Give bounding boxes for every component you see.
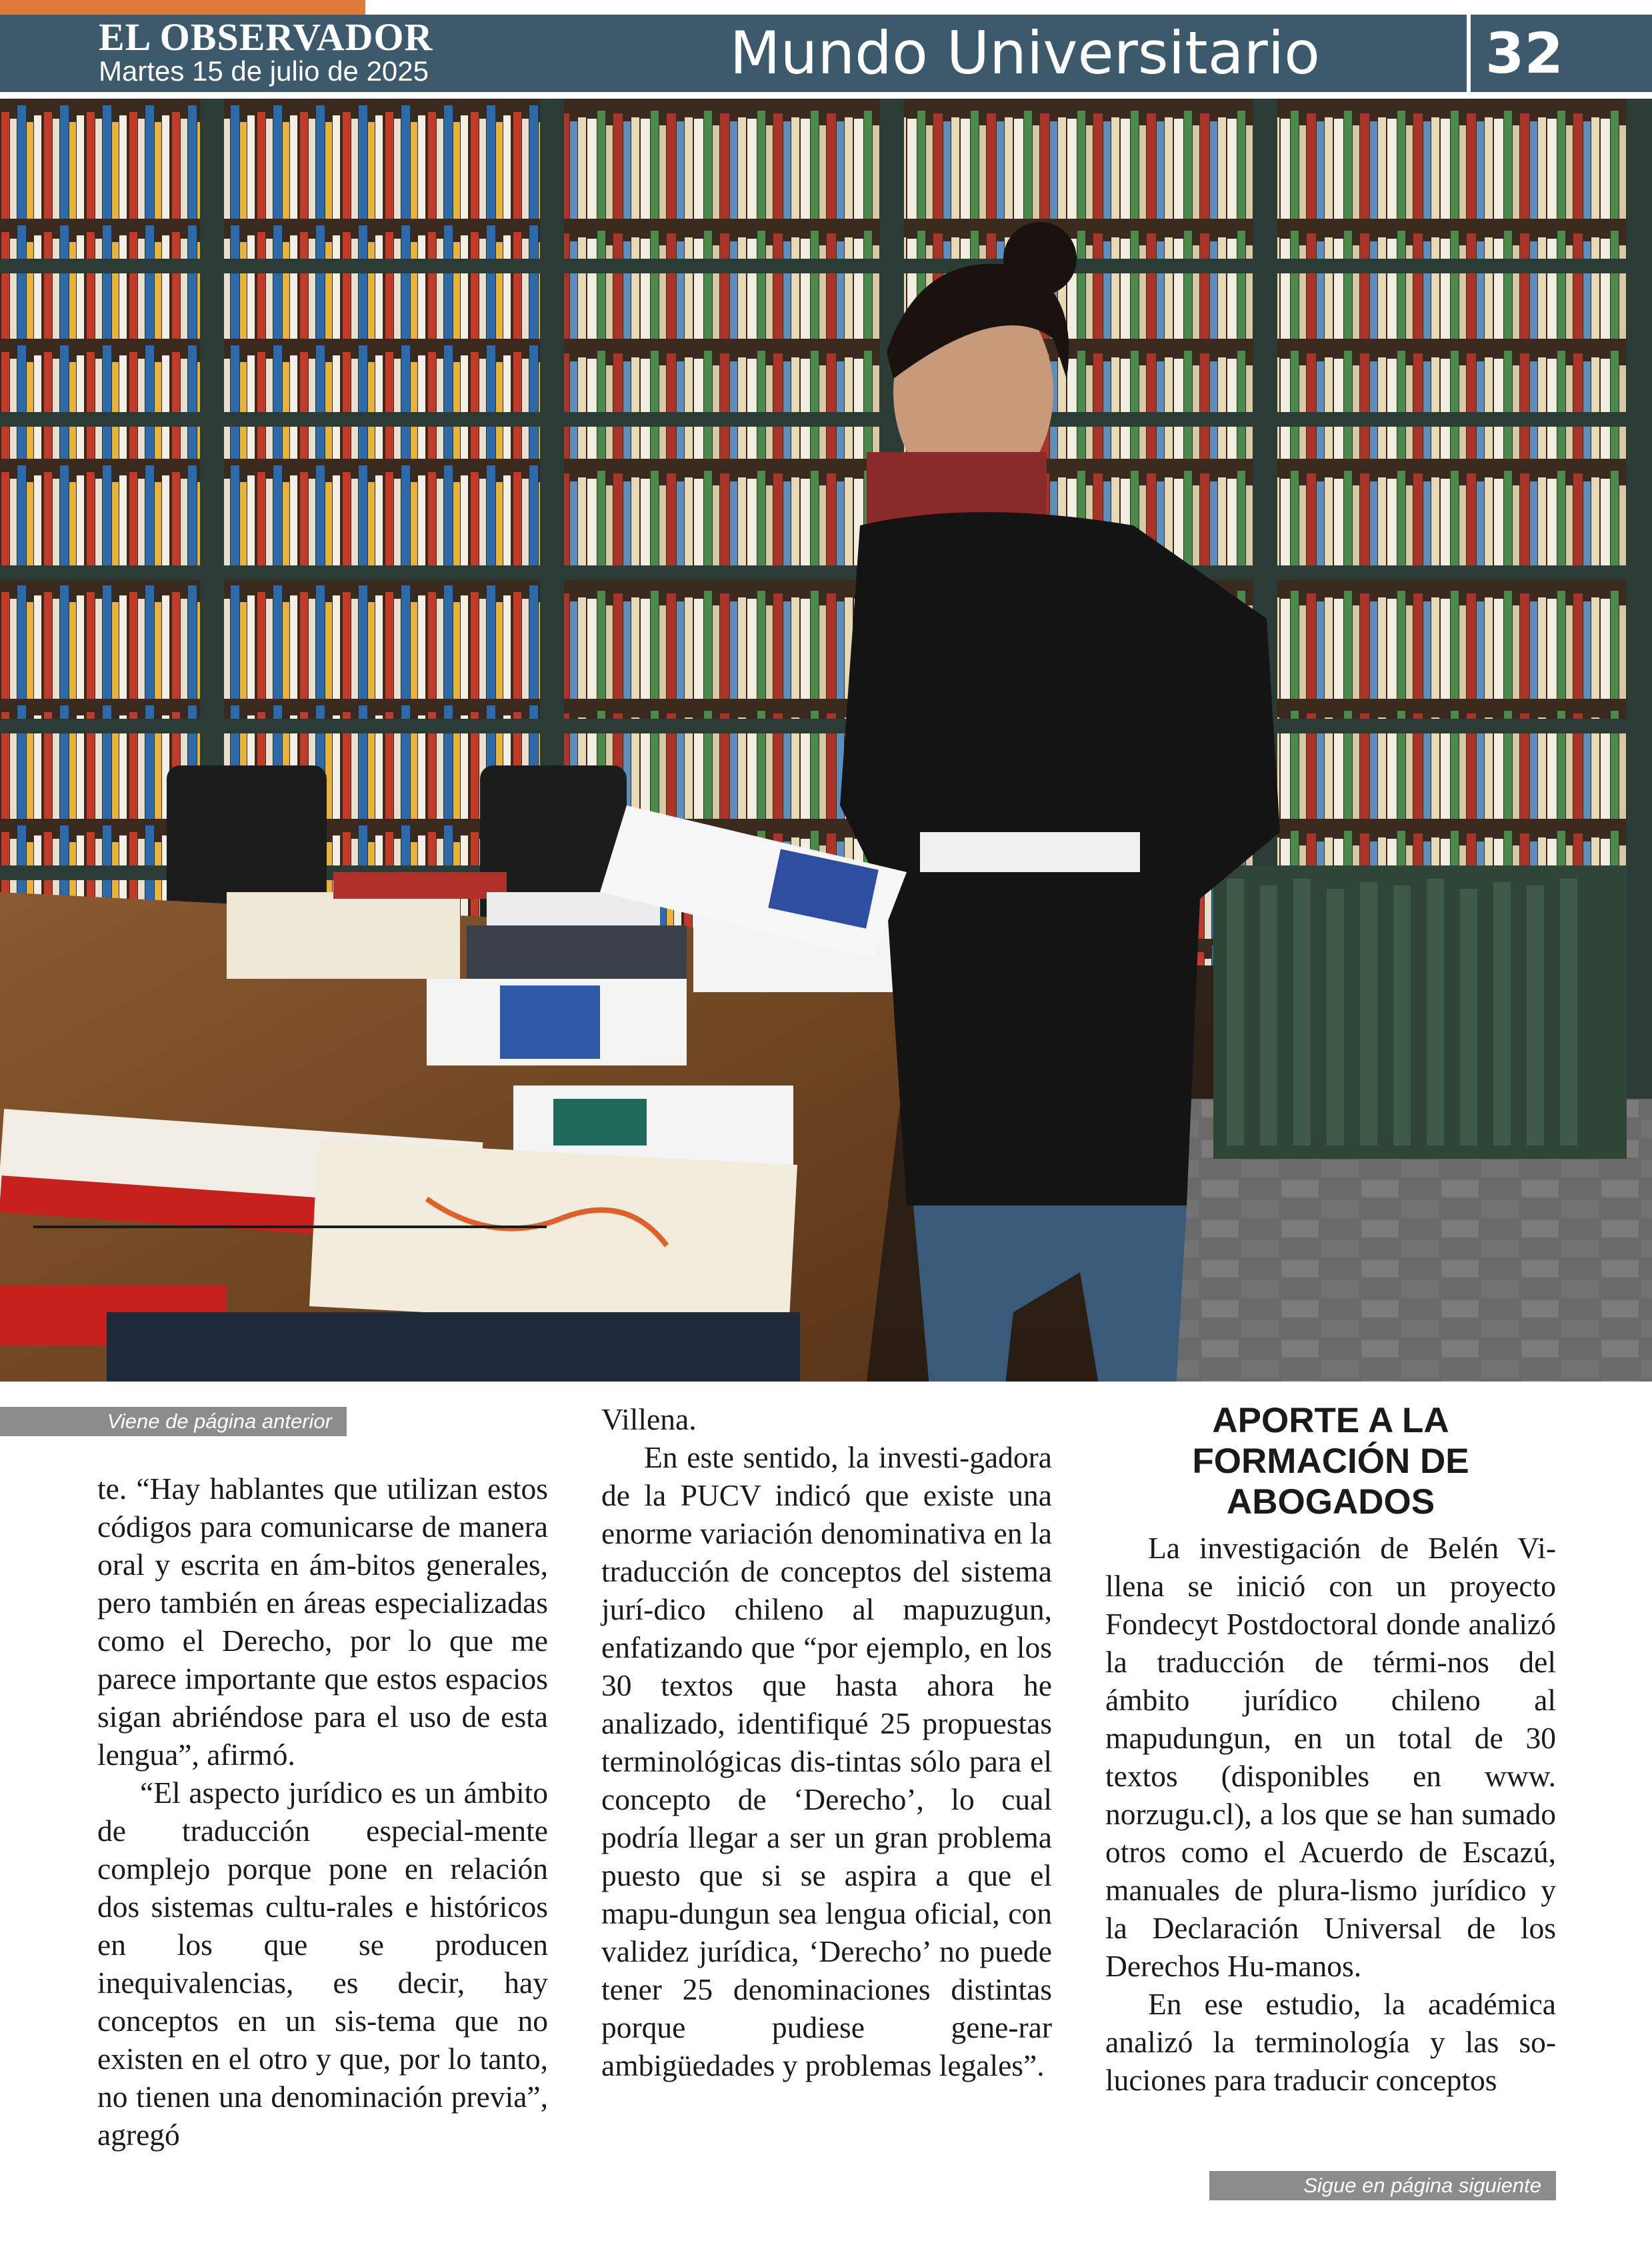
paragraph: En este sentido, la investi-gadora de la PUCV indicó que existe una enorme variación denominativa en la traducción de conceptos del sistema jurí-dico chileno al mapuzugun, enfatizando que “por ejemplo, en los 30 textos que hasta ahora he analizado, identifiqué 25 propuestas terminológicas dis-tintas sólo para el concepto de ‘Derecho’, lo cual podría llegar a ser un gran problema puesto que si se aspira a que el mapu-dungun sea lengua oficial, con validez jurídica, ‘Derecho’ no puede tener 25 denominaciones distintas porque pudiese gene-rar ambigüedades y problemas legales”. [601, 1440, 1052, 2082]
library-photo [0, 99, 1652, 1382]
article-column-2 [601, 1400, 1052, 2084]
header-divider [1467, 15, 1471, 92]
accent-stripe [0, 0, 365, 15]
paragraph: La investigación de Belén Vi-llena se inició con un proyecto Fondecyt Postdoctoral donde analizó la traducción de térmi-nos del ámbito jurídico chileno al mapudungun, en un total de 30 textos (disponibles en www. norzugu.cl), a los que se han sumado otros como el Acuerdo de Escazú, manuales de plura-lismo jurídico y la Declaración Universal de los Derechos Hu-manos. [1105, 1531, 1556, 1983]
masthead: EL OBSERVADOR [99, 15, 433, 59]
continued-from-label: Viene de página anterior [0, 1407, 347, 1436]
continued-to-label: Sigue en página siguiente [1209, 2171, 1556, 2200]
paragraph: Villena. [601, 1402, 697, 1436]
section-subheading: APORTE A LA FORMACIÓN DE ABOGADOS [1192, 1401, 1469, 1522]
paragraph: te. “Hay hablantes que utilizan estos códigos para comunicarse de manera oral y escrita en ám-bitos generales, pero también en áreas especializadas como el Derecho, por lo que me parece importante que estos espacios sigan abriéndose para el uso de esta lengua”, afirmó. [97, 1472, 548, 1772]
paragraph: En ese estudio, la académica analizó la terminología y las so-luciones para traducir conceptos [1105, 1987, 1556, 2097]
article-column-1 [97, 1470, 548, 2154]
paragraph: “El aspecto jurídico es un ámbito de traducción especial-mente complejo porque pone en relación dos sistemas cultu-rales e históricos en los que se producen inequivalencias, es decir, hay conceptos en un sis-tema que no existen en el otro y que, por lo tanto, no tienen una denominación previa”, agregó [97, 1776, 548, 2152]
page-header [0, 15, 1652, 92]
article-column-3 [1105, 1400, 1556, 2099]
page-number: 32 [1485, 21, 1563, 86]
issue-date: Martes 15 de julio de 2025 [99, 55, 429, 87]
section-title: Mundo Universitario [729, 19, 1320, 87]
top-stripe [0, 0, 1652, 15]
